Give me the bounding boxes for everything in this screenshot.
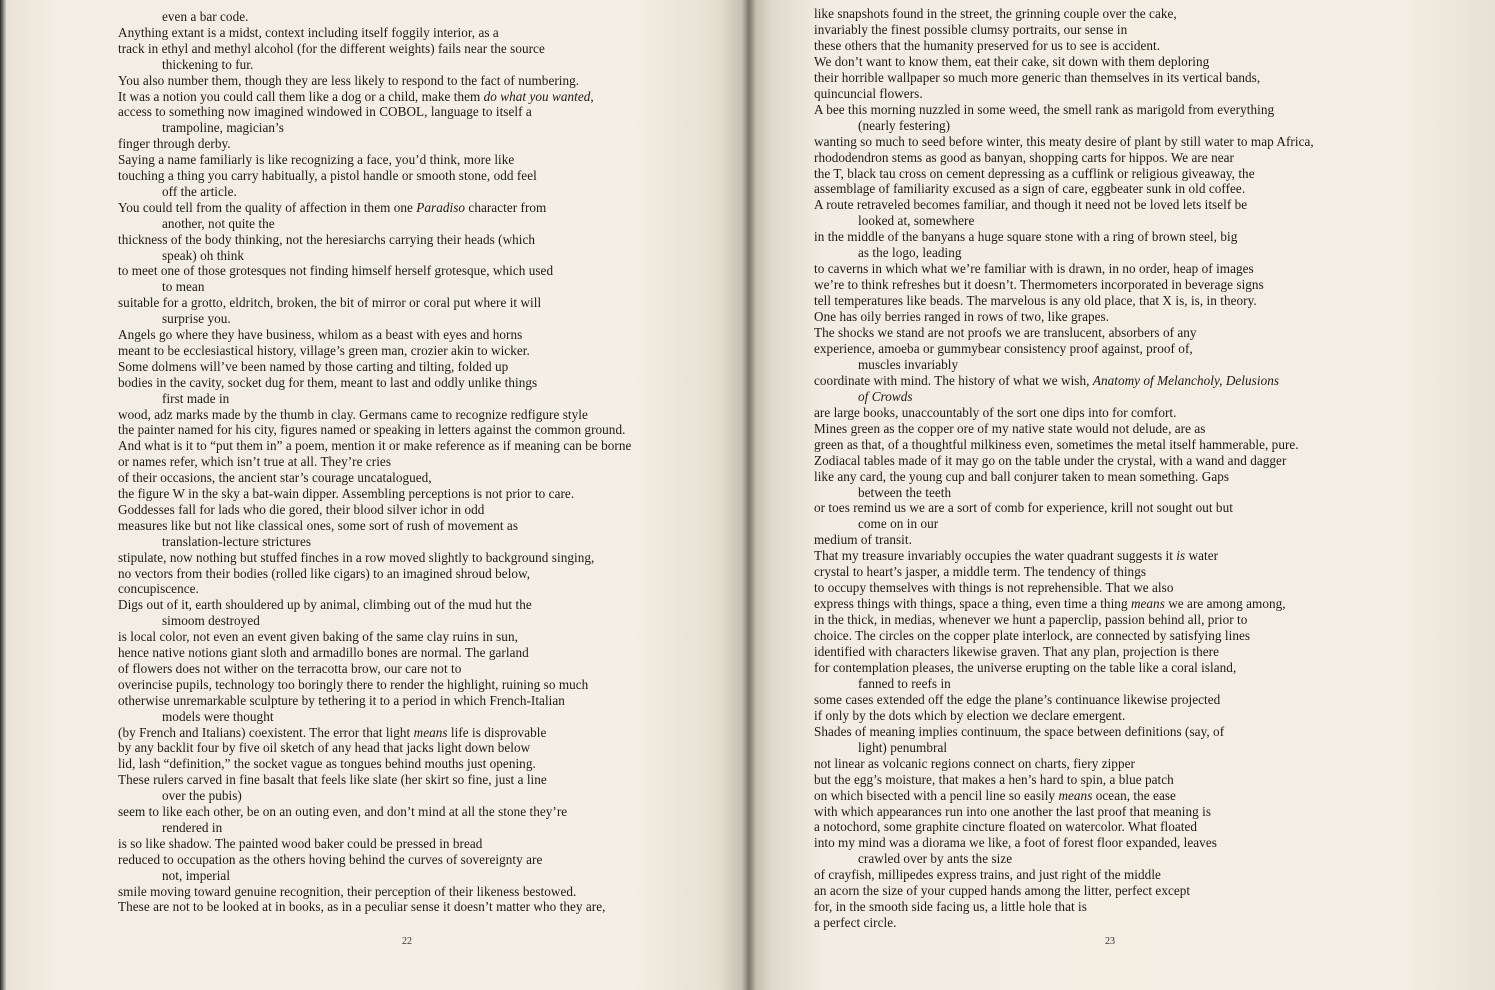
text-line: measures like but not like classical ones, some sort of rush of movement as bbox=[118, 517, 519, 533]
text-line: some cases extended off the edge the plane’s continuance likewise projected bbox=[814, 691, 1221, 707]
text-line: tell temperatures like beads. The marvelous is any old place, that X is, is, in theory. bbox=[814, 293, 1257, 309]
text-line: seem to like each other, be on an outing even, and don’t mind at all the stone they’re bbox=[118, 804, 568, 819]
text-line: like snapshots found in the street, the grinning couple over the cake, bbox=[814, 6, 1177, 21]
text-line: concupiscence. bbox=[118, 581, 199, 597]
text-line: (nearly festering) bbox=[858, 117, 951, 133]
text-line: for contemplation pleases, the universe erupting on the table like a coral island, bbox=[814, 659, 1237, 675]
text-line: You could tell from the quality of affection in them one Paradiso character from bbox=[118, 199, 547, 215]
text-line: crystal to heart’s jasper, a middle term. The tendency of things bbox=[814, 564, 1147, 580]
text-line: these others that the humanity preserved for us to see is accident. bbox=[814, 37, 1161, 53]
page-edge bbox=[0, 0, 6, 990]
text-line: assemblage of familiarity excused as a sign of care, eggbeater sunk in old coffee. bbox=[814, 181, 1246, 197]
text-line: translation-lecture strictures bbox=[162, 533, 312, 549]
text-line: overincise pupils, technology too boringly there to render the highlight, ruining so much bbox=[118, 676, 589, 692]
text-line: green as that, of a thoughtful milkiness even, sometimes the metal itself hammerable, pure. bbox=[814, 436, 1299, 452]
text-line: like any card, the young cup and ball conjurer taken to mean something. Gaps bbox=[814, 468, 1230, 484]
text-line: thickening to fur. bbox=[162, 56, 254, 72]
text-line: even a bar code. bbox=[162, 9, 249, 24]
text-line: rendered in bbox=[162, 819, 223, 835]
text-line: is so like shadow. The painted wood baker could be pressed in bread bbox=[118, 835, 483, 851]
text-line: the figure W in the sky a bat-wain dipper. Assembling perceptions is not prior to care. bbox=[118, 486, 575, 501]
text-line: come on in our bbox=[858, 516, 939, 532]
text-line: looked at, somewhere bbox=[858, 213, 975, 229]
text-line: access to something now imagined windowed in COBOL, language to itself a bbox=[118, 104, 532, 120]
right-page-number: 23 bbox=[1105, 936, 1115, 947]
text-line: of flowers does not wither on the terracotta brow, our care not to bbox=[118, 660, 462, 676]
text-line: light) penumbral bbox=[858, 739, 948, 755]
text-line: the T, black tau cross on cement depressing as a cufflink or religious giveaway, the bbox=[814, 165, 1255, 181]
text-line: on which bisected with a pencil line so easily means ocean, the ease bbox=[814, 787, 1176, 803]
text-line: identified with characters likewise graven. That any plan, projection is there bbox=[814, 644, 1219, 659]
text-line: stipulate, now nothing but stuffed finches in a row moved slightly to background singing, bbox=[118, 549, 595, 565]
text-line: otherwise unremarkable sculpture by tethering it to a period in which French-Italian bbox=[118, 692, 565, 708]
book-gutter bbox=[742, 0, 756, 990]
text-line: track in ethyl and methyl alcohol (for the different weights) fails near the source bbox=[118, 40, 545, 56]
text-line: And what is it to “put them in” a poem, mention it or make reference as if meaning can be borne bbox=[118, 438, 632, 454]
text-line: or toes remind us we are a sort of comb for experience, krill not sought out but bbox=[814, 500, 1233, 516]
text-line: One has oily berries ranged in rows of two, like grapes. bbox=[814, 309, 1110, 325]
text-line: choice. The circles on the copper plate interlock, are connected by satisfying lines bbox=[814, 628, 1251, 644]
text-line: coordinate with mind. The history of what we wish, Anatomy of Melancholy, Delusions bbox=[814, 372, 1280, 388]
text-line: experience, amoeba or gummybear consistency proof against, proof of, bbox=[814, 340, 1193, 356]
text-line: rhododendron stems as good as banyan, shopping carts for hippos. We are near bbox=[814, 149, 1234, 165]
text-line: express things with things, space a thing, even time a thing means we are among among, bbox=[814, 596, 1286, 612]
text-line: Zodiacal tables made of it may go on the table under the crystal, with a wand and dagger bbox=[814, 452, 1287, 468]
text-line: The shocks we stand are not proofs we are translucent, absorbers of any bbox=[814, 325, 1197, 340]
text-line: You also number them, though they are less likely to respond to the fact of numbering. bbox=[118, 72, 580, 88]
text-line: touching a thing you carry habitually, a pistol handle or smooth stone, odd feel bbox=[118, 168, 537, 183]
text-line: hence native notions giant sloth and armadillo bones are normal. The garland bbox=[118, 645, 529, 660]
text-line: wood, adz marks made by the thumb in clay. Germans came to recognize redfigure style bbox=[118, 406, 588, 422]
text-line: to meet one of those grotesques not finding himself herself grotesque, which used bbox=[118, 263, 554, 279]
text-line: It was a notion you could call them like a dog or a child, make them do what you wanted, bbox=[118, 88, 594, 104]
text-line: or names refer, which isn’t true at all. They’re cries bbox=[118, 454, 392, 470]
text-line: smile moving toward genuine recognition, their perception of their likeness bestowed. bbox=[118, 883, 577, 899]
text-line: as the logo, leading bbox=[858, 245, 962, 261]
text-line: no vectors from their bodies (rolled like cigars) to an imagined shroud below, bbox=[118, 565, 531, 581]
text-line: reduced to occupation as the others hoving behind the curves of sovereignty are bbox=[118, 851, 543, 867]
text-line: quincuncial flowers. bbox=[814, 85, 923, 101]
text-line: lid, lash “definition,” the socket vague as tongues behind mouths just opening. bbox=[118, 756, 536, 772]
text-line: another, not quite the bbox=[162, 215, 275, 231]
text-line: to occupy themselves with things is not reprehensible. That we also bbox=[814, 580, 1174, 596]
text-line: thickness of the body thinking, not the heresiarchs carrying their heads (which bbox=[118, 231, 536, 247]
right-page bbox=[748, 0, 1495, 990]
text-line: models were thought bbox=[162, 708, 274, 724]
text-line: medium of transit. bbox=[814, 532, 912, 548]
text-line: meant to be ecclesiastical history, village’s green man, crozier akin to wicker. bbox=[118, 342, 530, 358]
text-line: not, imperial bbox=[162, 867, 231, 883]
text-line: Mines green as the copper ore of my native state would not delude, are as bbox=[814, 420, 1206, 436]
text-line: between the teeth bbox=[858, 484, 952, 500]
text-line: crawled over by ants the size bbox=[858, 851, 1013, 867]
text-line: (by French and Italians) coexistent. The error that light means life is disprovable bbox=[118, 724, 547, 740]
text-line: muscles invariably bbox=[858, 356, 959, 372]
text-line: wanting so much to seed before winter, this meaty desire of plant by still water to map Africa, bbox=[814, 133, 1314, 149]
text-line: A route retraveled becomes familiar, and though it need not be loved lets itself be bbox=[814, 197, 1248, 213]
text-line: trampoline, magician’s bbox=[162, 120, 284, 136]
text-line: we’re to think refreshes but it doesn’t. Thermometers incorporated in beverage signs bbox=[814, 277, 1264, 293]
text-line: A bee this morning nuzzled in some weed, the smell rank as marigold from everything bbox=[814, 101, 1275, 117]
text-line: over the pubis) bbox=[162, 788, 242, 804]
text-line: an acorn the size of your cupped hands among the litter, perfect except bbox=[814, 883, 1191, 899]
text-line: first made in bbox=[162, 390, 230, 406]
text-line: in the middle of the banyans a huge square stone with a ring of brown steel, big bbox=[814, 229, 1238, 245]
text-line: suitable for a grotto, eldritch, broken, the bit of mirror or coral put where it will bbox=[118, 295, 542, 311]
text-line: is local color, not even an event given baking of the same clay ruins in sun, bbox=[118, 629, 518, 645]
text-line: Saying a name familiarly is like recognizing a face, you’d think, more like bbox=[118, 152, 515, 168]
text-line: Some dolmens will’ve been named by those carting and tilting, folded up bbox=[118, 358, 509, 374]
text-line: These rulers carved in fine basalt that feels like slate (her skirt so fine, just a line bbox=[118, 772, 547, 788]
text-line: invariably the finest possible clumsy portraits, our sense in bbox=[814, 21, 1128, 37]
text-line: into my mind was a diorama we like, a foot of forest floor expanded, leaves bbox=[814, 835, 1217, 851]
text-line: These are not to be looked at in books, as in a peculiar sense it doesn’t matter who they are, bbox=[118, 899, 606, 915]
text-line: simoom destroyed bbox=[162, 613, 260, 629]
text-line: if only by the dots which by election we declare emergent. bbox=[814, 707, 1126, 723]
text-line: with which appearances run into one another the last proof that meaning is bbox=[814, 803, 1212, 819]
text-line: That my treasure invariably occupies the water quadrant suggests it is water bbox=[814, 548, 1219, 564]
text-line: not linear as volcanic regions connect on charts, fiery zipper bbox=[814, 755, 1135, 771]
text-line: to caverns in which what we’re familiar with is drawn, in no order, heap of images bbox=[814, 261, 1254, 277]
text-line: of their occasions, the ancient star’s courage uncatalogued, bbox=[118, 470, 432, 486]
text-line: Anything extant is a midst, context including itself foggily interior, as a bbox=[118, 24, 499, 40]
text-line: for, in the smooth side facing us, a little hole that is bbox=[814, 899, 1087, 915]
text-line: surprise you. bbox=[162, 311, 231, 327]
text-line: Digs out of it, earth shouldered up by animal, climbing out of the mud hut the bbox=[118, 597, 532, 613]
text-line: speak) oh think bbox=[162, 247, 245, 263]
text-line: their horrible wallpaper so much more generic than themselves in its vertical bands, bbox=[814, 69, 1261, 85]
text-line: the painter named for his city, figures named or speaking in letters against the common ground. bbox=[118, 422, 626, 438]
text-line: off the article. bbox=[162, 183, 237, 199]
text-line: of Crowds bbox=[858, 388, 913, 404]
text-line: of crayfish, millipedes express trains, and just right of the middle bbox=[814, 867, 1161, 883]
text-line: to mean bbox=[162, 279, 205, 295]
text-line: by any backlit four by five oil sketch of any head that jacks light down below bbox=[118, 740, 531, 756]
text-line: a perfect circle. bbox=[814, 915, 897, 931]
text-line: finger through derby. bbox=[118, 136, 231, 152]
text-line: Shades of meaning implies continuum, the space between definitions (say, of bbox=[814, 723, 1225, 739]
text-line: a notochord, some graphite cincture floated on watercolor. What floated bbox=[814, 819, 1198, 835]
text-line: bodies in the cavity, socket dug for them, meant to last and oddly unlike things bbox=[118, 374, 538, 390]
left-page-number: 22 bbox=[402, 936, 412, 947]
text-line: but the egg’s moisture, that makes a hen’s hard to spin, a blue patch bbox=[814, 771, 1174, 787]
text-line: Goddesses fall for lads who die gored, their blood silver ichor in odd bbox=[118, 501, 485, 517]
text-line: fanned to reefs in bbox=[858, 675, 951, 691]
text-line: Angels go where they have business, whilom as a beast with eyes and horns bbox=[118, 327, 523, 342]
text-line: We don’t want to know them, eat their cake, sit down with them deploring bbox=[814, 53, 1210, 69]
text-line: in the thick, in medias, whenever we hunt a paperclip, passion behind all, prior to bbox=[814, 612, 1248, 628]
text-line: are large books, unaccountably of the sort one dips into for comfort. bbox=[814, 404, 1177, 420]
